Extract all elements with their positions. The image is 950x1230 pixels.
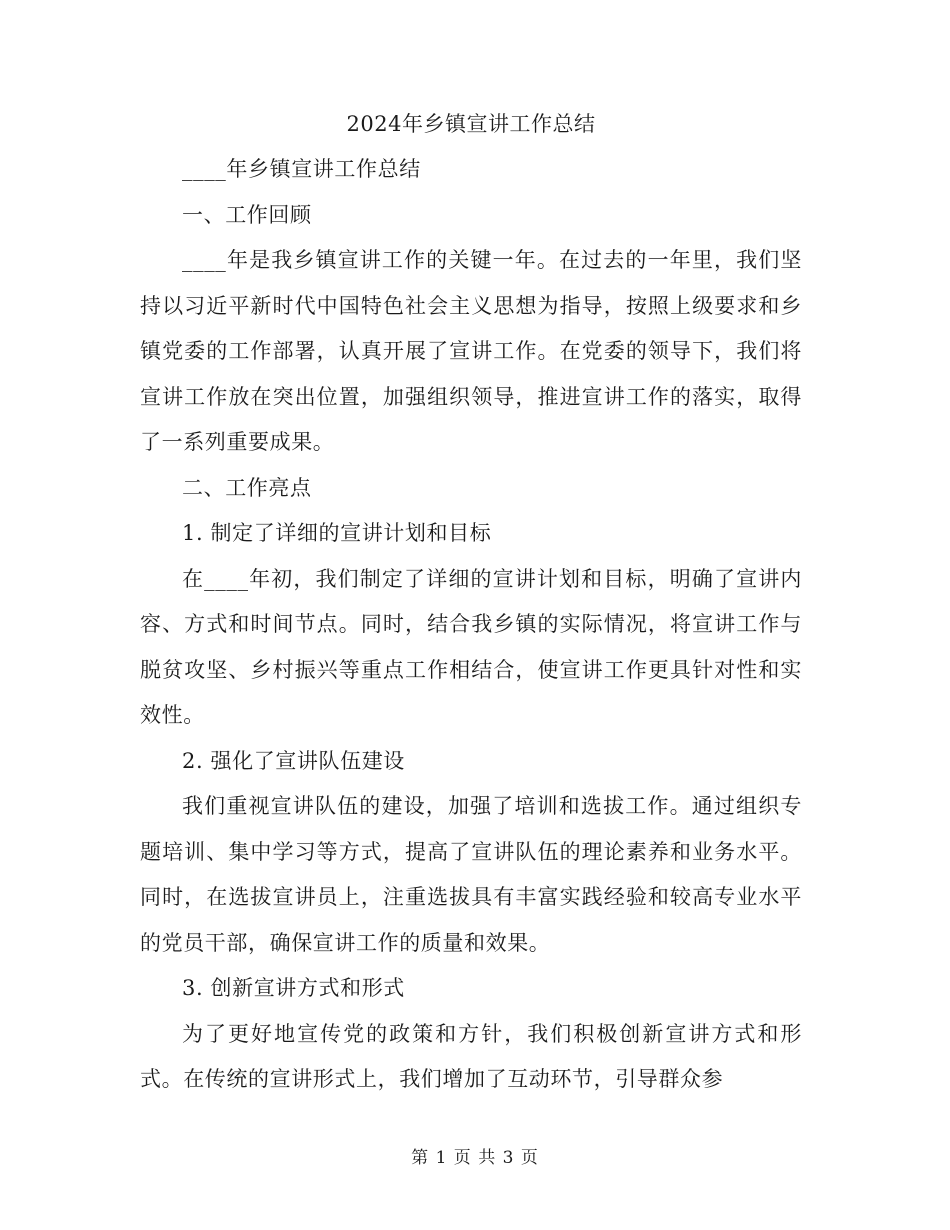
document-title: 2024年乡镇宣讲工作总结 — [346, 112, 596, 136]
item-heading-team: 2. 强化了宣讲队伍建设 — [182, 748, 405, 773]
document-body — [140, 101, 802, 1103]
subtitle-line: ____年乡镇宣讲工作总结 — [182, 157, 421, 181]
page-number-footer: 第 1 页 共 3 页 — [411, 1148, 539, 1168]
section-heading-review: 一、工作回顾 — [182, 202, 312, 227]
section-heading-highlights: 二、工作亮点 — [182, 475, 312, 500]
item-heading-innovation: 3. 创新宣讲方式和形式 — [182, 976, 405, 1000]
item-heading-plan: 1. 制定了详细的宣讲计划和目标 — [182, 521, 492, 545]
paragraph-plan: 在____年初，我们制定了详细的宣讲计划和目标，明确了宣讲内容、方式和时间节点。同时，结合我乡镇的实际情况，将宣讲工作与脱贫攻坚、乡村振兴等重点工作相结合，使宣讲工作更具针对性和实效性。 — [140, 566, 802, 727]
paragraph-innovation: 为了更好地宣传党的政策和方针，我们积极创新宣讲方式和形式。在传统的宣讲形式上，我们增加了互动环节，引导群众参 — [140, 1021, 802, 1091]
paragraph-review: ____年是我乡镇宣讲工作的关键一年。在过去的一年里，我们坚持以习近平新时代中国特色社会主义思想为指导，按照上级要求和乡镇党委的工作部署，认真开展了宣讲工作。在党委的领导下，我们将宣讲工作放在突出位置，加强组织领导，推进宣讲工作的落实，取得了一系列重要成果。 — [140, 248, 802, 454]
paragraph-team: 我们重视宣讲队伍的建设，加强了培训和选拔工作。通过组织专题培训、集中学习等方式，提高了宣讲队伍的理论素养和业务水平。同时，在选拔宣讲员上，注重选拔具有丰富实践经验和较高专业水平的党员干部，确保宣讲工作的质量和效果。 — [140, 794, 802, 955]
